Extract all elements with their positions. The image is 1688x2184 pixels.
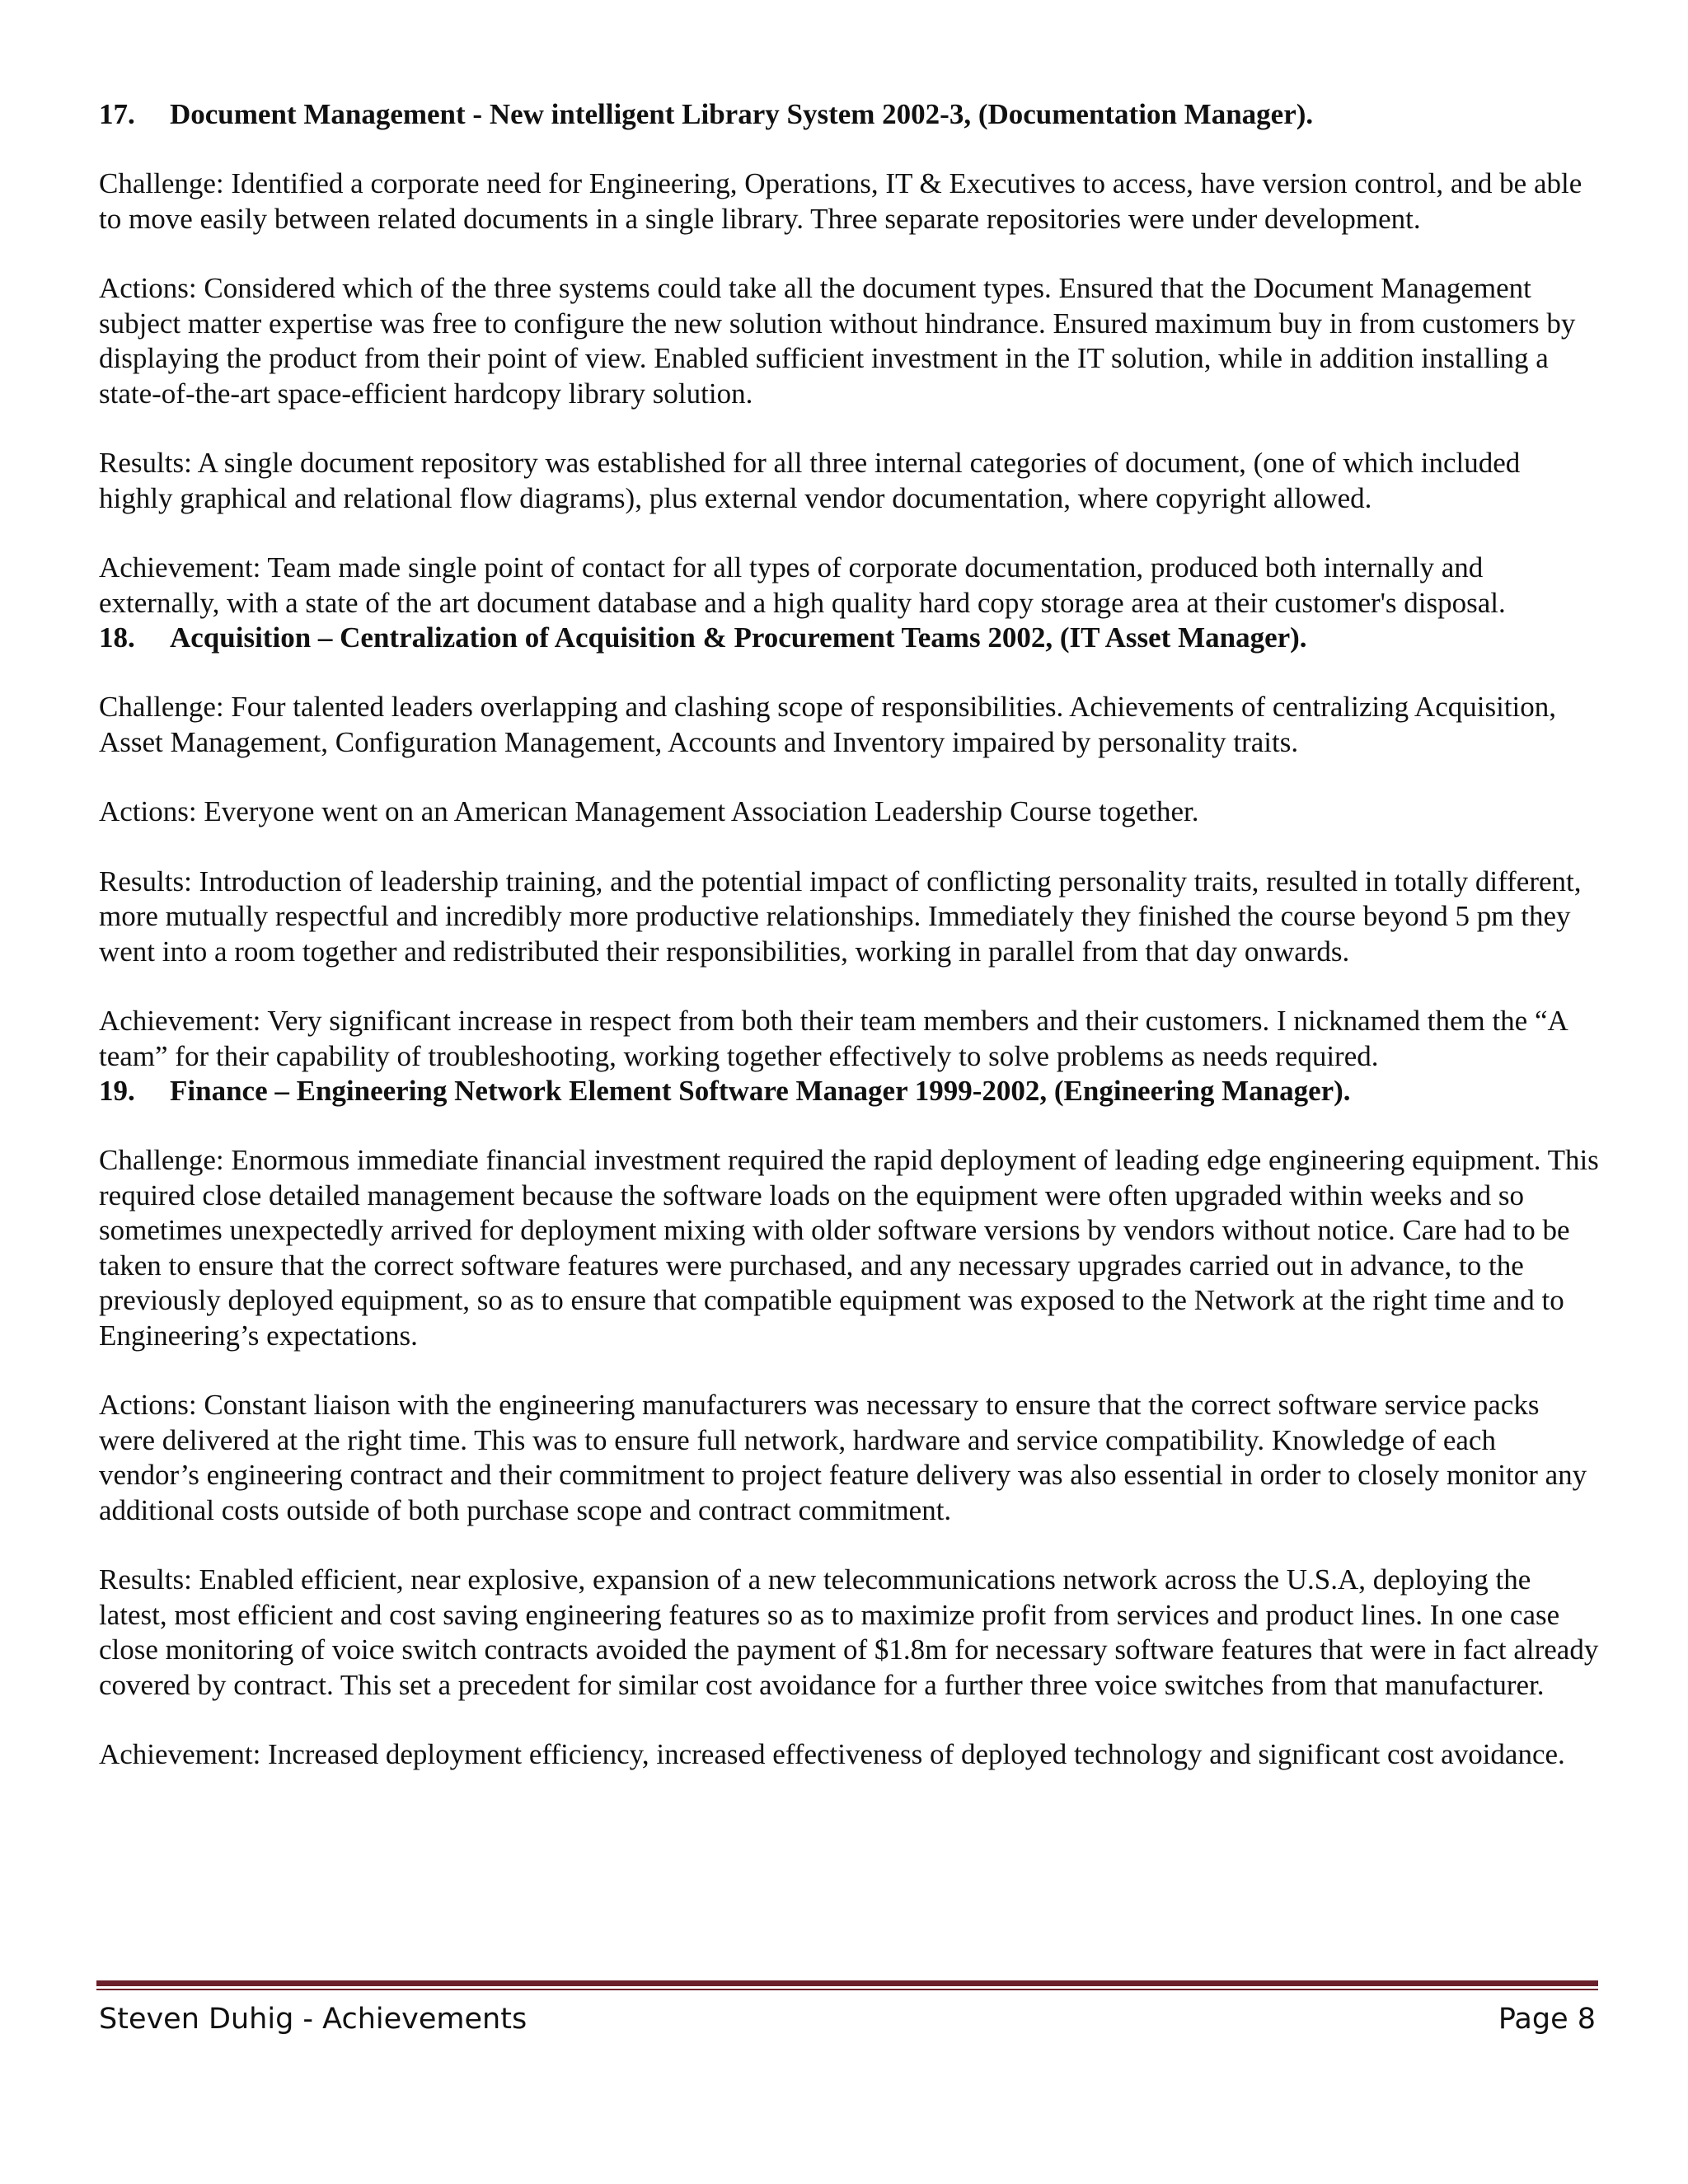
section-title: Acquisition – Centralization of Acquisition & Procurement Teams 2002, (IT Asset Manager).	[170, 621, 1307, 654]
footer-document-title: Steven Duhig - Achievements	[99, 2003, 528, 2036]
challenge-paragraph: Challenge: Enormous immediate financial investment required the rapid deployment of leading edge engineering equipment. This required close detailed management because the software loads on the equipment were often upgraded within weeks and so sometimes unexpectedly arrived for deployment mixing with older software versions by vendors without notice. Care had to be taken to ensure that the correct software features were purchased, and any necessary upgrades carried out in advance, to the previously deployed equipment, so as to ensure that compatible equipment was exposed to the Network at the right time and to Engineering’s expectations.	[99, 1144, 1599, 1352]
footer-divider-thin-line	[96, 1989, 1598, 1990]
actions-paragraph: Actions: Everyone went on an American Management Association Leadership Course together.	[99, 795, 1199, 827]
results-paragraph: Results: A single document repository was established for all three internal categories of document, (one of which included highly graphical and relational flow diagrams), plus external vendor documentation, where copyright allowed.	[99, 447, 1521, 514]
section-heading	[99, 621, 1599, 655]
achievement-paragraph: Achievement: Very significant increase in respect from both their team members and their customers. I nicknamed them the “A team” for their capability of troubleshooting, working together effectively to solve problems as needs required.	[99, 1005, 1567, 1072]
section-heading	[99, 1074, 1599, 1108]
actions-paragraph: Actions: Constant liaison with the engineering manufacturers was necessary to ensure that the correct software service packs were delivered at the right time. This was to ensure full network, hardware and service compatibility. Knowledge of each vendor’s engineering contract and their commitment to project feature delivery was also essential in order to closely monitor any additional costs outside of both purchase scope and contract commitment.	[99, 1389, 1587, 1526]
section-19	[99, 1074, 1599, 1773]
section-number: 19.	[99, 1075, 135, 1107]
actions-paragraph: Actions: Considered which of the three systems could take all the document types. Ensured that the Document Management subject matter expertise was free to configure the new solution without hindrance. Ensured maximum buy in from customers by displaying the product from their point of view. Enabled sufficient investment in the IT solution, while in addition installing a state-of-the-art space-efficient hardcopy library solution.	[99, 272, 1576, 410]
section-title: Document Management - New intelligent Library System 2002-3, (Documentation Manager).	[170, 98, 1314, 130]
section-title: Finance – Engineering Network Element Software Manager 1999-2002, (Engineering Manager).	[170, 1075, 1351, 1107]
challenge-paragraph: Challenge: Four talented leaders overlapping and clashing scope of responsibilities. Achievements of centralizing Acquisition, Asset Management, Configuration Management, Accounts and Inventory impaired by personality traits.	[99, 691, 1557, 758]
document-body	[99, 97, 1599, 1773]
footer-divider	[96, 1980, 1598, 1990]
footer-divider-thick-line	[96, 1980, 1598, 1986]
achievement-paragraph: Achievement: Team made single point of contact for all types of corporate documentation, produced both internally and externally, with a state of the art document database and a high quality hard copy storage area at their customer's disposal.	[99, 551, 1506, 619]
section-number: 18.	[99, 621, 135, 654]
section-heading	[99, 97, 1599, 132]
results-paragraph: Results: Enabled efficient, near explosive, expansion of a new telecommunications network across the U.S.A, deploying the latest, most efficient and cost saving engineering features so as to maximize profit from services and product lines. In one case close monitoring of voice switch contracts avoided the payment of $1.8m for necessary software features that were in fact already covered by contract. This set a precedent for similar cost avoidance for a further three voice switches from that manufacturer.	[99, 1563, 1599, 1701]
section-18	[99, 621, 1599, 1074]
section-17	[99, 97, 1599, 621]
achievement-paragraph: Achievement: Increased deployment efficiency, increased effectiveness of deployed technology and significant cost avoidance.	[99, 1738, 1565, 1770]
challenge-paragraph: Challenge: Identified a corporate need for Engineering, Operations, IT & Executives to access, have version control, and be able to move easily between related documents in a single library. Three separate repositories were under development.	[99, 167, 1582, 235]
footer-page-number: Page 8	[1498, 2003, 1596, 2036]
results-paragraph: Results: Introduction of leadership training, and the potential impact of conflicting personality traits, resulted in totally different, more mutually respectful and incredibly more productive relationships. Immediately they finished the course beyond 5 pm they went into a room together and redistributed their responsibilities, working in parallel from that day onwards.	[99, 865, 1582, 968]
section-number: 17.	[99, 98, 135, 130]
